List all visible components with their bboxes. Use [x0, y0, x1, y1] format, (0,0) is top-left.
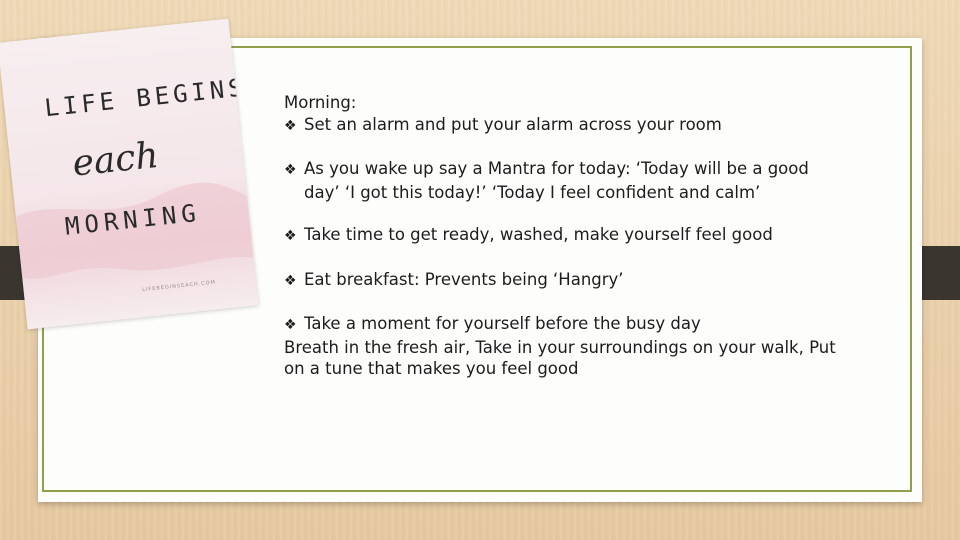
list-item-continuation: day’ ‘I got this today!’ ‘Today I feel confident and calm’: [304, 182, 761, 202]
list-item-text: Eat breakfast: Prevents being ‘Hangry’: [304, 269, 624, 289]
diamond-bullet-icon: ❖: [284, 162, 297, 178]
paragraph-line: Breath in the fresh air, Take in your surroundings on your walk, Put: [284, 337, 836, 357]
morning-heading: Morning:: [284, 93, 357, 112]
slide-content: [284, 92, 884, 380]
card-line1: LIFE BEGINS: [43, 73, 248, 123]
diamond-bullet-icon: ❖: [284, 317, 297, 333]
list-item: [284, 158, 884, 182]
card-footer: LIFEBEGINSEACH.COM: [141, 279, 217, 294]
list-item-text: Take a moment for yourself before the busy day: [304, 314, 701, 333]
life-begins-image: [0, 19, 258, 330]
card-line3: MORNING: [63, 198, 203, 241]
list-item: [284, 114, 884, 138]
list-item-text: Set an alarm and put your alarm across your room: [304, 114, 722, 134]
list-item: [284, 224, 884, 248]
card-line2: each: [70, 134, 161, 185]
diamond-bullet-icon: ❖: [284, 228, 297, 244]
diamond-bullet-icon: ❖: [284, 117, 297, 134]
list-item: [284, 313, 884, 337]
list-item-text: As you wake up say a Mantra for today: ‘Today will be a good: [304, 159, 809, 178]
paragraph-line: on a tune that makes you feel good: [284, 359, 579, 378]
list-item: [284, 269, 884, 293]
diamond-bullet-icon: ❖: [284, 272, 297, 289]
life-begins-artwork: [0, 19, 258, 330]
list-item-text: Take time to get ready, washed, make yourself feel good: [304, 225, 773, 244]
